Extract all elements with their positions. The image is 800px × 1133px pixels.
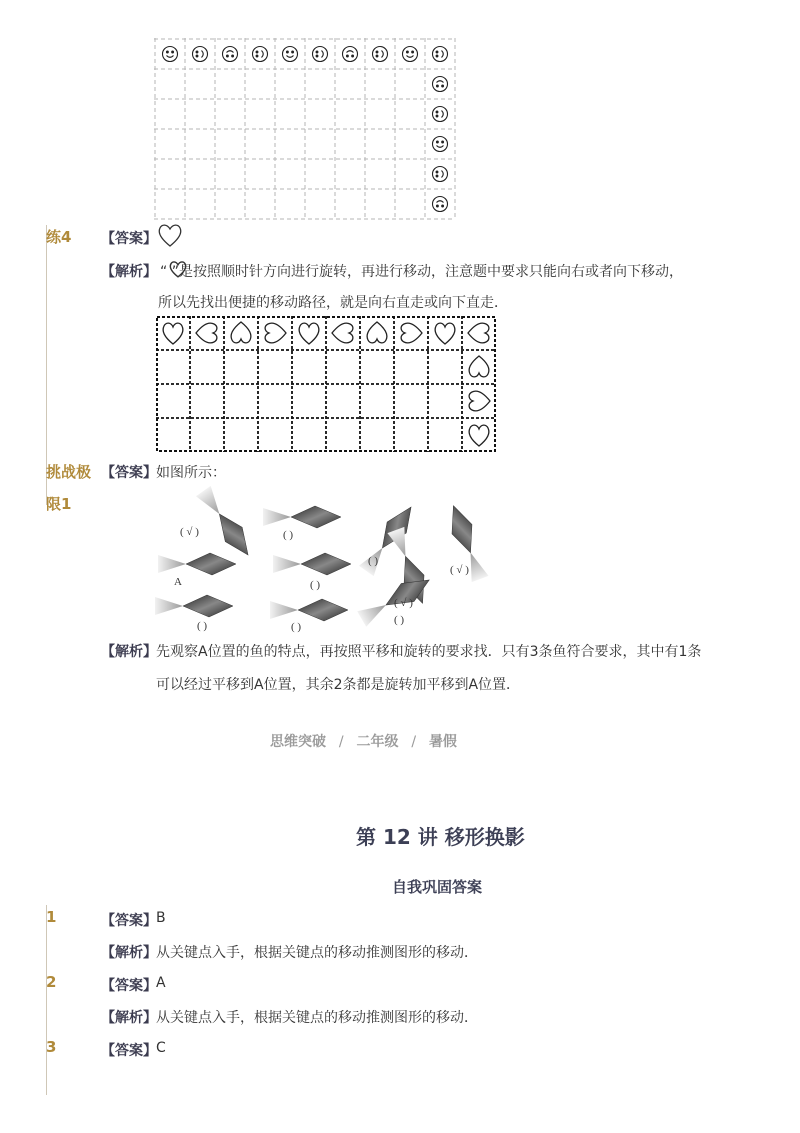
fish-answer-mark: ( ) (310, 579, 321, 591)
fish-answer-mark: ( √ ) (394, 597, 413, 609)
face-icon (433, 47, 448, 62)
breadcrumb-separator: / (338, 734, 344, 750)
analysis-text: 从关键点入手，根据关键点的移动推测图形的移动． (156, 945, 478, 961)
heart-inline-icon (168, 259, 188, 279)
fish-shape (263, 506, 341, 528)
breadcrumb-subject: 思维突破 (270, 734, 326, 750)
analysis-text-line1: “ ”是按照顺时针方向进行旋转，再进行移动，注意题中要求只能向右或者向下移动， (160, 264, 683, 280)
face-icon (313, 47, 328, 62)
margin-rule (46, 905, 47, 1095)
analysis-tag: 【解析】 (101, 264, 157, 280)
analysis-text: 从关键点入手，根据关键点的移动推测图形的移动． (156, 1010, 478, 1026)
question-number-1: 1 (46, 908, 57, 926)
fish-answer-mark: ( ) (283, 529, 294, 541)
face-icon (223, 47, 238, 62)
answer-text: 如图所示： (156, 465, 226, 481)
heart-icon (265, 323, 286, 343)
fish-figure (150, 482, 510, 636)
answer-tag: 【答案】 (101, 1043, 157, 1059)
fish-shape (194, 485, 257, 562)
answer-value: C (156, 1040, 166, 1056)
breadcrumb-grade: 二年级 (356, 734, 399, 750)
analysis-tag: 【解析】 (101, 945, 157, 961)
challenge-label-line2: 限1 (46, 495, 72, 513)
fish-shape (158, 553, 236, 575)
page-footer-breadcrumb (270, 731, 457, 751)
breadcrumb-term: 暑假 (428, 734, 457, 750)
fish-answer-mark: ( ) (368, 555, 379, 567)
exercise-label: 练4 (46, 228, 72, 246)
face-icon (433, 167, 448, 182)
analysis-text-line1: 先观察A位置的鱼的特点，再按照平移和旋转的要求找．只有3条鱼符合要求，其中有1条 (156, 644, 702, 660)
answer-tag: 【答案】 (101, 978, 157, 994)
face-icon (433, 137, 448, 152)
fish-answer-mark: ( ) (394, 614, 405, 626)
heart-rotation-grid (156, 316, 496, 454)
heart-icon (367, 322, 387, 343)
heart-icon (231, 322, 251, 343)
smiley-face-grid (154, 38, 456, 220)
challenge-label-line1: 挑战极 (46, 463, 92, 481)
heart-icon (401, 323, 422, 343)
question-number-2: 2 (46, 973, 57, 991)
breadcrumb-separator: / (411, 734, 417, 750)
heart-icon (299, 323, 319, 344)
question-number-3: 3 (46, 1038, 57, 1056)
heart-icon (163, 323, 183, 344)
face-icon (283, 47, 298, 62)
face-icon (163, 47, 178, 62)
heart-icon (469, 356, 489, 377)
lesson-title: 第 12 讲 移形换影 (356, 825, 525, 849)
heart-icon (469, 391, 490, 411)
face-icon (403, 47, 418, 62)
answer-tag: 【答案】 (101, 465, 157, 481)
face-icon (193, 47, 208, 62)
fish-shape (270, 599, 348, 621)
analysis-text-line2: 所以先找出便捷的移动路径，就是向右直走或向下直走． (158, 295, 508, 311)
fish-shape (155, 595, 233, 617)
face-icon (433, 197, 448, 212)
heart-icon (469, 425, 489, 446)
fish-answer-mark: ( √ ) (450, 564, 469, 576)
fish-answer-mark: ( ) (291, 621, 302, 633)
heart-answer-icon (156, 221, 184, 249)
heart-icon (435, 323, 455, 344)
face-icon (433, 77, 448, 92)
answer-value: B (156, 910, 166, 926)
fish-answer-mark: ( √ ) (180, 526, 199, 538)
face-icon (343, 47, 358, 62)
answer-tag: 【答案】 (101, 231, 157, 247)
analysis-text-line2: 可以经过平移到A位置，其余2条都是旋转加平移到A位置． (156, 677, 521, 693)
face-icon (373, 47, 388, 62)
analysis-tag: 【解析】 (101, 1010, 157, 1026)
heart-icon (468, 323, 489, 343)
answer-tag: 【答案】 (101, 913, 157, 929)
fish-answer-mark: ( ) (197, 620, 208, 632)
face-icon (433, 107, 448, 122)
fish-answer-mark: A (174, 576, 182, 588)
heart-icon (196, 323, 217, 343)
face-icon (253, 47, 268, 62)
answer-value: A (156, 975, 166, 991)
heart-icon (332, 323, 353, 343)
section-title: 自我巩固答案 (392, 878, 483, 896)
fish-shape (273, 553, 351, 575)
analysis-tag: 【解析】 (101, 644, 157, 660)
